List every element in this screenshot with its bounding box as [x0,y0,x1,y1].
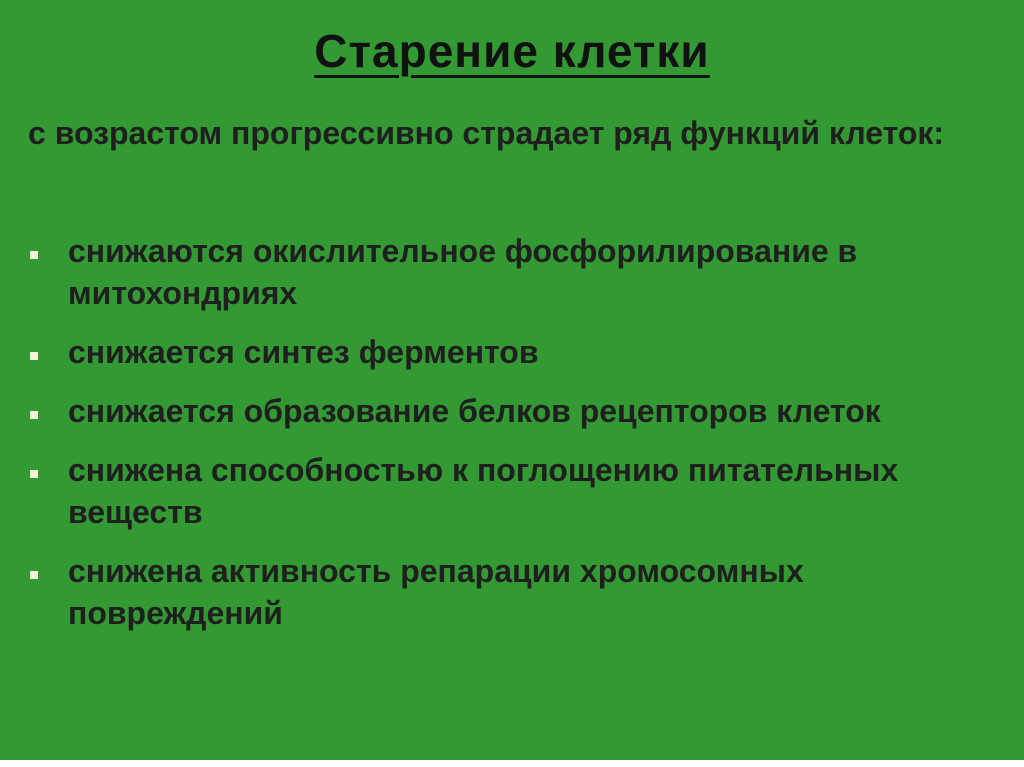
bullet-item [28,390,1008,432]
bullet-text: снижена способностью к поглощению питательных веществ [68,452,899,530]
bullet-item [28,331,1008,373]
square-bullet-icon [30,251,38,259]
bullet-text: снижается образование белков рецепторов клеток [68,393,881,429]
bullet-item [28,449,1008,533]
bullet-item [28,230,1008,314]
slide-title [0,24,1024,78]
square-bullet-icon [30,571,38,579]
bullet-text: снижается синтез ферментов [68,334,539,370]
bullet-text: снижена активность репарации хромосомных повреждений [68,553,804,631]
square-bullet-icon [30,470,38,478]
bullet-list [28,230,1008,651]
intro-text: с возрастом прогрессивно страдает ряд функций клеток: [28,115,945,151]
bullet-item [28,550,1008,634]
bullet-text: снижаются окислительное фосфорилирование в митохондриях [68,233,858,311]
square-bullet-icon [30,352,38,360]
slide-title-text: Старение клетки [314,25,710,77]
square-bullet-icon [30,411,38,419]
